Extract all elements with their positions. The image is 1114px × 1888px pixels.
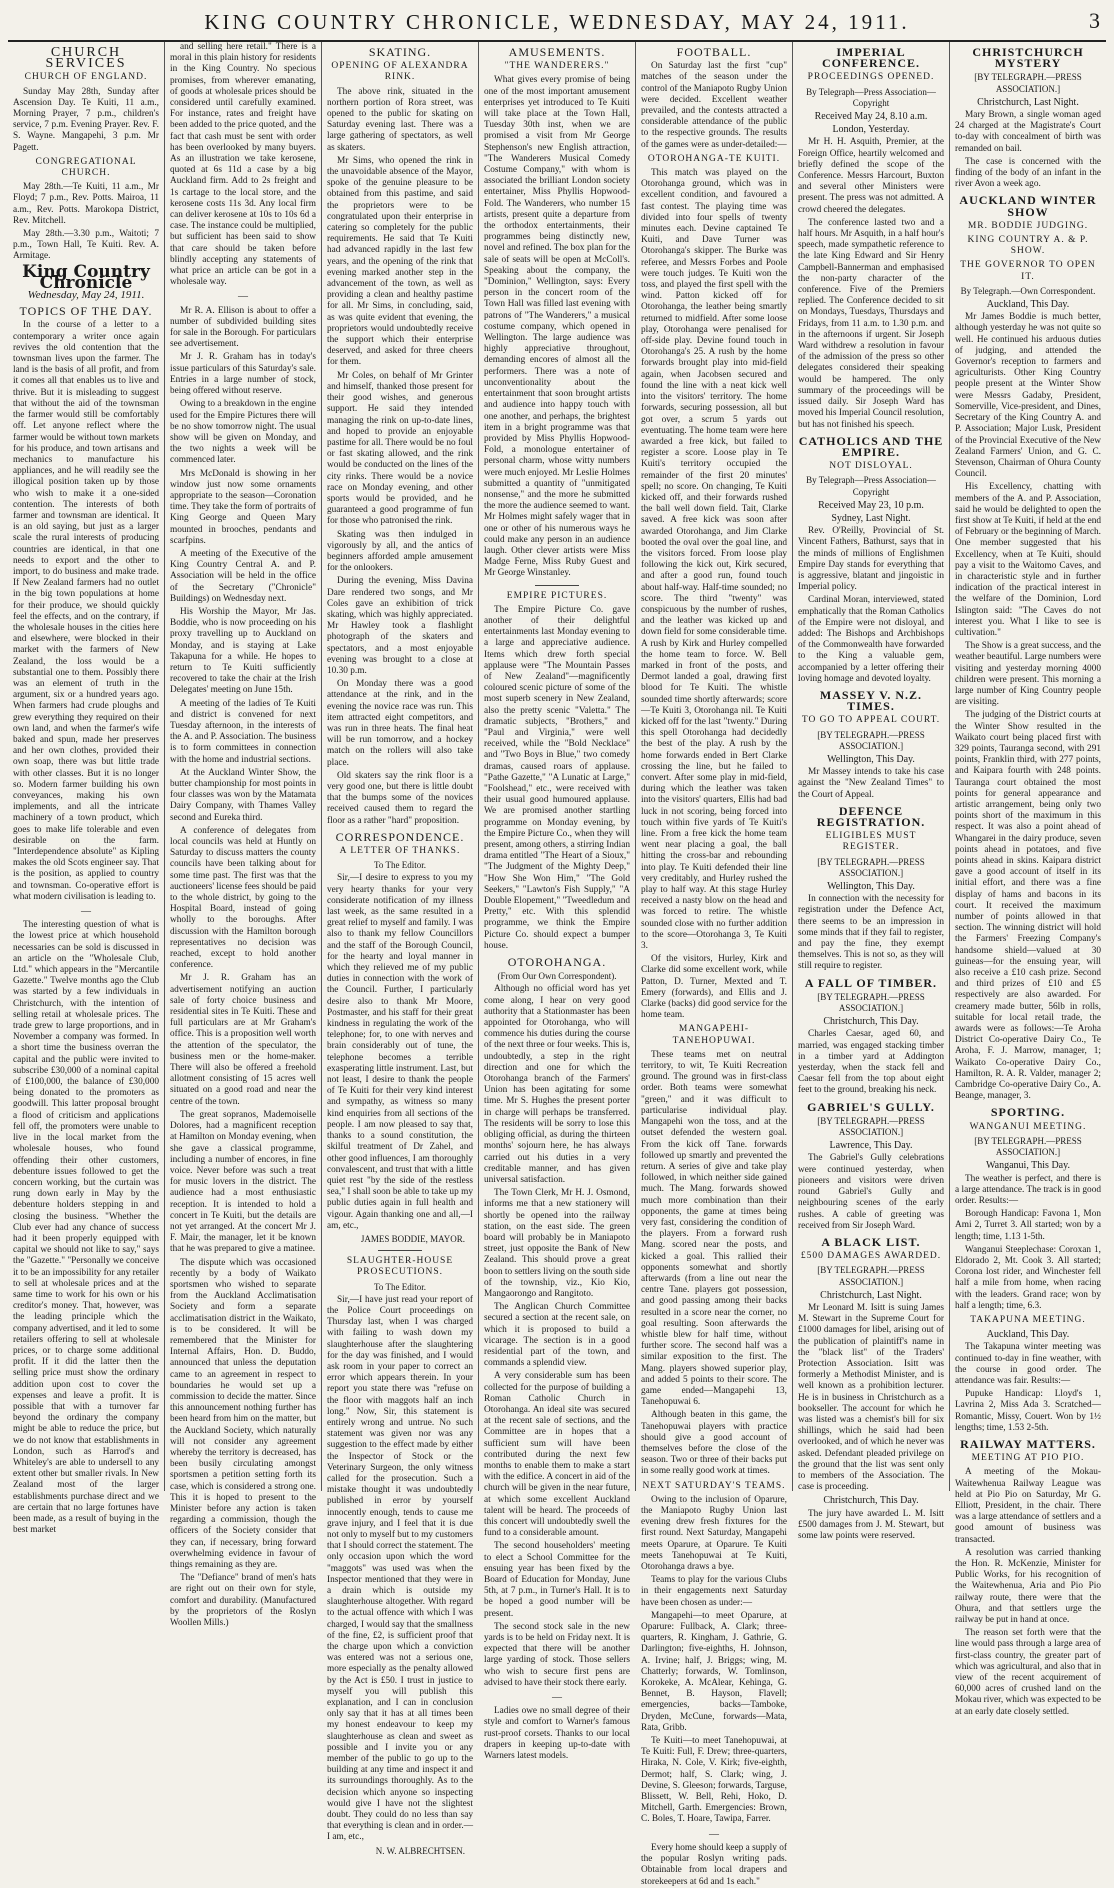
sub-heading: MR. BODDIE JUDGING.	[967, 220, 1089, 231]
paragraph: The second stock sale in the new yards is to be held on Friday next. It is expected that there will be another large yarding of stock. Those sellers who wish to secure first pens are advised to have their stock there early.	[484, 1621, 630, 1688]
dateline: Christchurch, This Day.	[823, 1495, 919, 1507]
paragraph: May 28th.—Te Kuiti, 11 a.m., Mr Floyd; 7 p.m., Rev. Potts. Mairoa, 11 a.m., Rev. Potts. Marokopa District, Rev. Mitchell.	[13, 182, 159, 226]
section-heading: DEFENCE REGISTRATION.	[816, 803, 926, 829]
paragraph: The Empire Picture Co. gave another of their delightful entertainments last Monday evening to a large and appreciative audience. Items which drew forth special applause were "The Mountain Passes of New Zealand"—magnificently coloured scenic picture of some of the most superb scenery in New Zealand, also the pretty scenic "Valetta." The dramatic subjects, "Brothers," and "Paul and Virginia," were well received, while the "Bold Necklace" and "Two Boys in Blue," two comedy dramas, caused roars of applause. "Pathe Gazette," "A Lunatic at Large," "Foolshead," etc., were received with their usual good humoured applause. We are promised another startling programme on Monday evening, by the Empire Picture Co., when they will present, among others, a stirring Indian drama entitled "The Heart of a Sioux," "The Judgment of the Mighty Deep," "How She Won Him," "The Gold Seekers," "Lawton's Fish Supply," "A Double Elopement," "Tweedledum and Pretty," etc. With this splendid programme, we think the Empire Picture Co. should expect a bumper house.	[484, 604, 630, 951]
sub-heading: £500 DAMAGES AWARDED.	[800, 1251, 942, 1262]
column-5	[636, 42, 793, 1887]
sub-heading: PROCEEDINGS OPENED.	[807, 72, 935, 83]
section-heading: FOOTBALL.	[676, 45, 752, 59]
paragraph: This match was played on the Otorohanga ground, which was in excellent condition, and favoured a fast contest. The playing time was divided into four spells of twenty minutes each. Devine captained Te Kuiti, and Dave Turner was Otorohanga's skipper. The Burke was referee, and Messrs Forbes and Poole were touch judges. Te Kuiti won the toss, and played the first spell with the wind. Patton kicked off for Otorohanga, the leather being smartly returned to midfield. After some loose play, Otorohanga were penalised for off-side play. Devine found touch in Otorohanga's 25. A rush by the home forwards brought play into mid-field again, when Jacobsen secured and found the line with a neat kick well into the visitors' territory. The home forwards, securing possession, all but got over, a scrum 5 yards out eventuating. The home team were here awarded a free kick, but failed to register a score. Loose play in Te Kuiti's territory occupied the remainder of the first 20 minutes' spell; no score. On changing, Te Kuiti kicked off, and their forwards rushed the ball well down field. Tait, Clarke saved. A free kick was soon after awarded Otorohanga, and Jim Clarke booted the oval over the goal line, and the visitors forced. From loose play following the kick out, Kirk secured, and after a good run, found touch about half-way. Half-time sounded; no score. The third "twenty" was conspicuous by the number of rushes, and the leather was kicked up and down field for some considerable time. A rush by Kirk and Hurley compelled the home team to force. W. Bell marked in front of the posts, and Dermot landed a goal, drawing first blood for Te Kuiti. The whistle sounded time shortly afterwards; score—Te Kuiti 3, Otorohanga nil. Te Kuiti kicked off for the last "twenty." During this spell Otorohanga had decidedly the best of the play. A rush by the home forwards ended in Bert Clarke crossing the line, but he failed to convert. After some play in mid-field, during which the leather was taken into the visitors' quarters, Ellis had bad luck in not scoring, being forced into touch within five yards of Te Kuiti's line. From a free kick the home team went near placing a goal, the ball hitting the cross-bar and rebounding into play. Te Kuiti defended their line very creditably, and Hurley rushed the play to half way. At this stage Hurley received a nasty blow on the head and was forced to retire. The whistle sounded close with no further addition to the score—Otorohanga 3, Te Kuiti 3.	[641, 168, 787, 952]
paragraph: Mr James Boddie is much better, although yesterday he was not quite so well. He continued his arduous duties of judging, and attended the Governor's reception to farmers and agriculturists. Other King Country people present at the Winter Show were Messrs Gadaby, President, Somerville, Vice-president, and Dines, Secretary of the King Country A. and P. Association; Major Lusk, President of the Provincial Executive of the New Zealand Farmers' Union, and G. C. Stevenson, Chairman of Ohura County Council.	[955, 312, 1101, 480]
paragraph: Te Kuiti—to meet Tanehopuwai, at Te Kuiti: Full, F. Drew; three-quarters, Hiraka, N. Cole, V. Kirk; five-eighth, Dermot; half, S. Clark; wing, J. Devine, S. Gleeson; forwards, Targuse, Blissett, W. Bell, Rehi, Hoko, D. Mitchell, Garth. Emergencies: Brown, C. Boles, T. Hoare, Tawipa, Farrer.	[641, 1736, 787, 1825]
section-heading: CHRISTCHURCH MYSTERY	[972, 45, 1084, 71]
paragraph: The jury have awarded L. M. Isitt £500 damages from J. M. Stewart, but some law points were reserved.	[798, 1508, 944, 1541]
section-heading: A BLACK LIST.	[821, 1234, 921, 1249]
signature: N. W. ALBRECHTSEN.	[375, 1845, 465, 1856]
section-heading: SPORTING.	[990, 1105, 1066, 1120]
byline: [BY TELEGRAPH.—PRESS ASSOCIATION.]	[817, 856, 925, 878]
paragraph: His Excellency, chatting with members of the A. and P. Association, said he would be delighted to open the first show at Te Kuiti, if held at the end of February or the beginning of March. One member suggested that his Excellency, when at Te Kuiti, should pay a visit to the Waitomo Caves, and in characteristic style and in further indication of the practical interest in the welfare of the Dominion, Lord Islington said: "The Caves do not interest you. What I like to see is cultivation."	[955, 482, 1101, 638]
paragraph: Teams to play for the various Clubs in their engagements next Saturday have been chosen as under:—	[641, 1575, 787, 1608]
paragraph: A meeting of the ladies of Te Kuiti and district is convened for next Tuesday afternoon, in the interests of the A. and P. Association. The business is to form committees in connection with the home and industrial sections.	[170, 698, 316, 765]
paragraph: Although beaten in this game, the Tanehopuwai players with practice should give a good account of themselves before the close of the season. Two or three of their backs put in some really good work at times.	[641, 1410, 787, 1477]
paragraph: Borough Handicap: Favona 1, Mon Ami 2, Turret 3. All started; won by a length; time, 1.13 1-5th.	[955, 1209, 1101, 1242]
dateline: Christchurch, Last Night.	[977, 96, 1079, 108]
sub-heading: CONGREGATIONAL CHURCH.	[35, 156, 137, 179]
paragraph: The Town Clerk, Mr H. J. Osmond, informs me that a new stationery will shortly be opened into the railway station, on the east side. The green board will probably be in Maniapoto street, just opposite the Bank of New Zealand. This should prove a great boon to settlers living on the south side of the township, viz., Kio Kio, Mangaorongo and Rangitoto.	[484, 1188, 630, 1299]
paragraph: and selling here retail." There is a moral in this plain history for residents in the King Country. No specious promises, from wherever emanating, of goods at wholesale prices should be considered until carefully examined. For instance, rates and freight have been added to the price quoted, and the fact that cash must be sent with order has been overlooked by many buyers. As an illustration we take kerosene, quoted at 6s 11d a case by a big Auckland firm. Add to 2s freight and 1s cartage to the local store, and the kerosene costs 11s 3d. Any local firm can deliver kerosene at 10s to 10s 6d a case. The instance could be multiplied, but sufficient has been said to show that care should be taken before blindly accepting any statements of what price an article can be got in a wholesale way.	[170, 42, 316, 288]
byline: [BY TELEGRAPH.—PRESS ASSOCIATION.]	[817, 1265, 925, 1287]
paragraph: A conference of delegates from local councils was held at Huntly on Saturday to discuss matters the county councils have been talking about for some time past. The first was that the auctioneers' license fees should be paid to the whole district, by going to the Hospital Board, instead of going wholly to the boroughs. After discussion with the Hamilton borough representatives no decision was reached, except to hold another conference.	[170, 825, 316, 971]
sub-heading: EMPIRE PICTURES.	[506, 590, 608, 601]
paragraph: Every home should keep a supply of the popular Roslyn writing pads. Obtainable from local drapers and storekeepers at 6d and 1s each."	[641, 1842, 787, 1887]
sub-heading: TO GO TO APPEAL COURT.	[801, 715, 941, 726]
paragraph: Pupuke Handicap: Lloyd's 1, Lavrina 2, Miss Ada 3. Scratched—Romantic, Missy, Couert. Won by 1½ lengths; time, 1.53 2-5th.	[955, 1389, 1101, 1433]
paragraph: The second householders' meeting to elect a School Committee for the ensuing year has been fixed by the Board of Education for Monday, June 5th, at 7 p.m., in Turner's Hall. It is to be hoped a good number will be present.	[484, 1541, 630, 1619]
paragraph: Mr R. A. Ellison is about to offer a number of subdivided building sites for sale in the Borough. For particulars see advertisement.	[170, 305, 316, 350]
paragraph: Mr J. R. Graham has in today's issue particulars of this Saturday's sale. Entries in a large number of stock, being offered without reserve.	[170, 352, 316, 397]
byline: [BY TELEGRAPH.—PRESS ASSOCIATION.]	[974, 72, 1082, 94]
paragraph: Mary Brown, a single woman aged 24 charged at the Magistrate's Court to-day with concealment of birth was remanded on bail.	[955, 110, 1101, 154]
paragraph: Mr Coles, on behalf of Mr Grinter and himself, thanked those present for their good wishes, and generous support. He said they intended managing the rink on up-to-date lines, and hoped to provide an enjoyable pastime for all. There would be no foul or fast skating allowed, and the rink would be conducted on the lines of the city rinks. There would be a novice race on Monday evening, and other sports would be provided, and he guaranteed a good programme of fun for those who patronised the rink.	[327, 370, 473, 527]
paragraph: Owing to a breakdown in the engine used for the Empire Pictures there will be no show tomorrow night. The usual show will be given on Monday, and the two nights a week will be commenced later.	[170, 399, 316, 466]
paragraph: Cardinal Moran, interviewed, stated emphatically that the Roman Catholics of the Empire were not disloyal, and added: The Bishops and Archbishops of the Commonwealth have forwarded to the King a valuable gem, accompanied by a letter offering their loving homage and devoted loyalty.	[798, 595, 944, 684]
paragraph: On Monday there was a good attendance at the rink, and in the evening the novice race was run. This item attracted eight competitors, and was run in three heats. The final heat will be run tomorrow, and a hockey match on the rollers will also take place.	[327, 679, 473, 768]
paragraph: Mr J. R. Graham has an advertisement notifying an auction sale of forty choice business and residential sites in Te Kuiti. These and full particulars are at Mr Graham's office. This is a proposition well worth the attention of the speculator, the business men or the home-maker. There will also be offered a freehold allotment consisting of 15 acres well situated on a good road and near the centre of the town.	[170, 973, 316, 1107]
sub-heading: OPENING OF ALEXANDRA RINK.	[331, 61, 469, 83]
columns	[8, 42, 1106, 1887]
sub-heading: THE GOVERNOR TO OPEN IT.	[960, 260, 1096, 282]
paragraph: The reason set forth were that the line would pass through a large area of first-class country, the greater part of which was agricultural, and also that in view of the recent acquirement of 60,000 acres of crushed land on the Mokau river, which was expected to be at an early date closely settled.	[955, 1628, 1102, 1717]
dateline: Christchurch, Last Night.	[820, 1289, 922, 1301]
column-2	[165, 42, 322, 1629]
issue-date: Wednesday, May 24, 1911.	[27, 289, 145, 302]
paragraph: Although no official word has yet come along, I hear on very good authority that a Stationmaster has been appointed for Otorohanga, who will commence his duties during the course of the next three or four weeks. This is, undoubtedly, a step in the right direction and one for which the Otorohanga branch of the Farmers' Union has been agitating for some time. Mr S. Hughes the present porter in charge will perhaps be transferred. The residents will be sorry to lose this obliging official, as during the thirteen months' sojourn here, he has always carried out his duties in a very creditable manner, and has given universal satisfaction.	[484, 984, 630, 1185]
sub-heading: SLAUGHTER-HOUSE PROSECUTIONS.	[346, 1256, 454, 1278]
paragraph: Sir,—I have just read your report of the Police Court proceedings on Thursday last, when I was charged with failing to wash down my slaughterhouse after the slaughtering for the day was finished, and I would ask room in your paper to correct an error which appears therein. In your report you state there was "refuse on the floor with maggots half an inch long." Now, Sir, this statement is entirely wrong and untrue. No such statement was given nor was any suggestion to the effect made by either the Inspector of Stock or the Veterinary Surgeon, the only witness called for the prosecution. Such a mistake thought it was undoubtedly published in error by yourself innocently enough, tends to cause me grave injury, and I feel that it is due not only to myself but to my customers that I should correct the statement. The only occasion upon which the word "maggots" was used was when the Inspector mentioned that they were in a drain which is outside my slaughterhouse altogether. With regard to the actual offence with which I was charged, I would say that the smallness of the fine, £2, is sufficient proof that the charge upon which a conviction was entered was not a serious one, more especially as the penalty allowed by the Act is £50. I trust in justice to myself you will publish this explanation, and I can in conclusion only say that it has at all times been my honest endeavour to keep my slaughterhouse as clean and sweet as possible and I invite you or any member of the public to go up to the building at any time and inspect it and its surroundings thoroughly. As to the decision which anyone so inspecting would give I have not the slightest doubt. They could do no less than say that everything is clean and in order.—I am, etc.,	[327, 1294, 473, 1843]
byline: By Telegraph—Press Association—Copyright	[806, 475, 936, 497]
paragraph: May 28th.—3.30 p.m., Waitoti; 7 p.m., Town Hall, Te Kuiti. Rev. A. Armitage.	[13, 229, 159, 262]
sub-heading: KING COUNTRY A. & P. SHOW.	[967, 235, 1089, 257]
section-heading: CATHOLICS AND THE EMPIRE.	[798, 433, 944, 459]
paragraph: At the Auckland Winter Show, the butter championship for most points in four classes was won by the Matamata Dairy Company, with Thames Valley second and Eureka third.	[170, 767, 316, 823]
paragraph: Sir,—I desire to express to you my very hearty thanks for your very considerate notification of my illness last week, as the same resulted in a great relief to myself and family. I was also to thank my fellow Councillors and the staff of the Borough Council, for the hearty and loyal manner in which they relieved me of my public duties in connection with the work of the Council. Further, I particularly desire also to thank Mr Moore, Postmaster, and his staff for their great kindness in regulating the work of the telephone; for, to one with nerves and brain considerably out of tune, the telephone becomes a terrible exasperating little instrument. Last, but not least, I desire to thank the people of Te Kuiti for their very kind interest and sympathy, as witness so many kind enquiries from all sections of the people. I am now pleased to say that, thanks to a sound constitution, the skilful treatment of Dr Zahel, and other good influences, I am thoroughly convalescent, and trust that with a little quiet rest "by the side of the restless sea," I shall soon be able to take up my public duties again in full health and vigour. Again thanking one and all,—I am, etc.,	[327, 873, 473, 1231]
byline: (From Our Own Correspondent).	[497, 971, 617, 982]
byline: By Telegraph.—Own Correspondent.	[960, 285, 1096, 296]
sub-heading: WANGANUI MEETING.	[969, 1121, 1087, 1132]
masthead	[8, 4, 1106, 42]
paragraph: The dispute which was occasioned recently by a body of Waikato sportsmen who wished to separate from the Auckland Acclimatisation Society and form a separate acclimatisation district in the Waikato, is to be considered. It will be remembered that the Minister for Internal Affairs, Hon. D. Buddo, announced that unless the deputation came to an agreement in respect to boundaries he would set up a commission to decide the matter. Since this announcement nothing further has been heard from him on the matter, but the Auckland Society, which naturally will not consider any agreement whereby the territory is decreased, has been busily circulating amongst sportsmen a petition setting forth its case, which is considered a strong one. This it is hoped to present to the Minister before any action is taken regarding a commission, though the officers of the Society consider that they can, if necessary, bring forward overwhelming evidence in favour of things remaining as they are.	[170, 1257, 316, 1571]
byline: To The Editor.	[374, 860, 426, 871]
paragraph: These teams met on neutral territory, to wit, Te Kuiti Recreation ground. The ground was in first-class order. Both teams were somewhat "green," and it was difficult to particularise individual play. Mangapehi won the toss, and at the outset defended the western goal. From the kick off Tane. forwards followed up smartly and prevented the return. A series of give and take play followed, in which neither side gained much. The Mang. forwards showed much more combination than their opponents, the game at times being very fast, considering the condition of the players. From a forward rush Mang. scored near the posts, and kicked a goal. This rallied their opponents somewhat and shortly afterwards (from a line out near the centre Tane. players got possession, and good passing among their backs resulted in a score near the corner, no goal resulting. Soon afterwards the whistle blew for half time, without further score. The second half was a similar exposition to the first. The Mang. players showed superior play, and added 5 points to their score. The game ended—Mangapehi 13, Tanehopuwai 6.	[641, 1049, 787, 1408]
paragraph: Charles Caesar, aged 60, and married, was engaged stacking timber in a timber yard at Addington yesterday, when the stack fell and Caesar fell from the top about eight feet to the ground, breaking his neck.	[798, 1029, 944, 1096]
byline: To The Editor.	[374, 1281, 426, 1292]
paper-nameplate: King Country Chronicle	[22, 261, 150, 293]
paragraph: The above rink, situated in the northern portion of Rora street, was opened to the public for skating on Saturday evening last. There was a large gathering of spectators, as well as skaters.	[327, 86, 473, 153]
byline: [BY TELEGRAPH.—PRESS ASSOCIATION.]	[974, 1135, 1082, 1158]
dateline: Wanganui, This Day.	[986, 1160, 1070, 1172]
section-heading: RAILWAY MATTERS.	[960, 1436, 1096, 1451]
sub-heading: TAKAPUNA MEETING.	[970, 1314, 1086, 1325]
byline: [BY TELEGRAPH.—PRESS ASSOCIATION.]	[817, 991, 925, 1014]
sub-heading: MANGAPEHI-TANEHOPUWAI.	[672, 1024, 756, 1046]
paragraph: Mr Leonard M. Isitt is suing James M. Stewart in the Supreme Court for £1000 damages for libel, arising out of the publication of plaintiff's name in the "black list" of the Traders' Protection Association. Isitt was formerly a Methodist Minister, and is well known as a prohibition lecturer. He is in business in Christchurch as a bookseller. The account for which he was listed was a chemist's bill for six shillings, which he said had been overlooked, and of which he never was asked. Defendant pleaded privilege on the ground that the list was sent only to members of the Association. The case is proceeding.	[798, 1302, 944, 1493]
paragraph: Ladies owe no small degree of their style and comfort to Warner's famous rust-proof corsets. Thanks to our local drapers in keeping up-to-date with Warners latest models.	[484, 1706, 630, 1762]
paragraph: Wanganui Steeplechase: Coroxan 1, Eldorado 2, Mt. Cook 3. All started; Corona lost rider, and Winchester fell half a mile from home, when racing with the leaders. Grand race; won by half a length; time, 6.3.	[955, 1244, 1101, 1311]
paragraph: Of the visitors, Hurley, Kirk and Clarke did some excellent work, while Patton, D. Turner, Mexted and T. Emery (forwards), and Ellis and J. Clarke (backs) did good service for the home team.	[641, 954, 787, 1021]
paragraph: In connection with the necessity for registration under the Defence Act, there seems to be an impression in some minds that if they fail to register, and pay the fine, they exempt themselves. This is not so, as they will still require to register.	[798, 894, 944, 972]
divider	[535, 585, 579, 586]
sub-heading: OTOROHANGA-TE KUITI.	[647, 153, 781, 164]
paragraph: Sunday May 28th, Sunday after Ascension Day. Te Kuiti, 11 a.m., Morning Prayer, 7 p.m., children's service, 7 p.m. Evening Prayer. Rev. F. S. Wayne. Mangapehi, 3 p.m. Mr Pagett.	[13, 86, 159, 153]
paragraph: The great sopranos, Mademoiselle Dolores, had a magnificent reception at Hamilton on Monday evening, when she gave a classical programme, including a number of encores, in fine voice. Never before was such a treat for music lovers in the district. The audience had a most enthusiastic reception. It is intended to hold a concert in Te Kuiti, but the details are not yet arranged. At the concert Mr J. F. Mair, the manager, let it be known that he was prepared to give a matinee.	[170, 1109, 316, 1255]
paragraph: The interesting question of what is the lowest price at which household necessaries can be sold is discussed in an article on the "Wholesale Club, Ltd." which appears in the "Mercantile Gazette." Twelve months ago the Club was started by a few individuals in Christchurch, with the intention of selling retail at wholesale prices. The trade grew to large proportions, and in November a company was formed. In a short time the business overran the capital and the public were invited to subscribe £30,000 of a nominal capital of £100,000, the balance of £30,000 being donated to the promoters as goodwill. This latter proposal brought a flood of criticism and applications fell off, the promoters were unable to live in the local market from the wholesale houses, who found offending their other customers, debenture issues followed to get the concern working, but the curtain was rung down early in May by the debenture holders stepping in and closing the business. "Whether the Club ever had any chance of success had it been properly equipped with capital we should not like to say," says the "Gazette." "Personally we conceive it to be an impossibility for any retailer to sell at wholesale prices and at the same time to work for his own or his creditor's money. That, however, was the leading principle which the company advertised, and it led to some retailers offering to sell at wholesale prices, or to charge some additional profit. If it did the latter then the selling price must show the ordinary addition upon cost to cover the expenses and leave a profit. It is possible that with a turnover far beyond the ordinary the company might be able to reduce the price, but we do not know that establishments in London, such as Harrod's and Whiteley's are able to undersell to any extent other but smaller rivals. In New Zealand most of the larger establishments purchase direct and we are certain that no large fortunes have been made, as a result of buying in the best market	[13, 920, 159, 1536]
paragraph: During the evening, Miss Davina Dare rendered two songs, and Mr Coles gave an exhibition of trick skating, which was highly appreciated. Mr Hawley took a flashlight photograph of the skaters and spectators, and a most enjoyable evening was brought to a close at 10.30 p.m.	[327, 576, 473, 676]
column-7	[950, 42, 1106, 1717]
section-heading: CORRESPONDENCE.	[335, 829, 465, 844]
column-1	[8, 42, 165, 1536]
separator: —	[709, 1828, 719, 1840]
paragraph: Owing to the inclusion of Oparure, the Maniapoto Rugby Union last evening drew fresh fixtures for the first round. Next Saturday, Mangapehi meets Oparure, at Oparure. Te Kuiti meets Tanehopuwai at Te Kuiti, Otorohanga draws a bye.	[641, 1494, 787, 1573]
paragraph: Mr Massey intends to take his case against the "New Zealand Times" to the Court of Appeal.	[798, 767, 944, 800]
sub-heading: NEXT SATURDAY'S TEAMS.	[642, 1480, 786, 1491]
paragraph: The judging of the District courts at the Winter Show resulted in the Waikato court being placed first with 329 points, Tauranga second, with 291 points, Franklin third, with 277 points, and Kaipara fourth with 248 points. Tauranga court obtained the most points for general appearance and artistic arrangement, being only two points short of the maximum in this respect. It was also a point ahead of Whangarei in the dairy produce, seven points ahead in potatoes, and five points ahead in skins. Kaipara district gave a good account of itself in its initial effort, and there was a fine display of hams and bacons in its court. It received the maximum number of points allowed in that section. The winning district will hold the Farmers' Freezing Company's handsome shield—valued at 30 guineas—for the ensuing year, will also receive a £10 cash prize. Second and third prizes of £10 and £5 respectively are also awarded. For creamery made butter, 56lb in rolls, suitable for local retail trade, the awards were as follows:—Te Aroha District Co-operative Dairy Co., Te Aroha, F. J. Marrow, manager, 1; Waikato Co-operative Dairy Co., Hamilton, R. A. R. Valder, manager 2; Cambridge Co-operative Dairy Co., A. Beange, manager, 3.	[955, 710, 1101, 1102]
section-heading: SKATING.	[368, 45, 432, 59]
dateline: Received May 23, 10 p.m.	[818, 499, 924, 511]
paragraph: In the course of a letter to a contemporary a writer once again revives the old contention that the townsman lives upon the farmer. The land is the basis of all profit, and from it comes all that enables us to live and thrive. But it is misleading to suggest that without the aid of the townsman the farmer would still be comfortably off. Let anyone reflect where the farmer would be without town markets for his produce, and town artisans and mechanics to manufacture his appliances, and he will readily see the illogical position taken up by those who wish to make it a one-sided contention. The interests of both farmer and townsman are identical. It is an old saying, but just as a larger scale the rural interests of producing countries are identical, in that one needs to export and the other to import, to do business and make trade. If New Zealand farmers had no outlet in the big town populations at home for their produce, we should quickly feel the effects, and on the contrary, if the wholesale houses in the cities here and elsewhere, were blocked in their market with the farmers of New Zealand, the loss would be a substantial one to them. Possibly there was an element of truth in the argument, six or a hundred years ago. When farmers had crude ploughs and grew everything they required on their own land, and when the farmer's wife baked and spun, made her preserves and her own clothes, provided their own soap, there was but little trade with other classes. But it is no longer so. Modern farmer building his own conveyances, making his own implements, and all the intricate machinery of a town product, which goes to make life tolerable and even desirable on the farm. "Interdependence absolute" as Kipling makes the old Scots engineer say. That is the position, as applied to country and townsman. Co-operative effort is what modern civilisation is leading to.	[13, 320, 159, 902]
sub-heading: MEETING AT PIO PIO.	[971, 1453, 1085, 1464]
section-heading: MASSEY V. N.Z. TIMES.	[819, 687, 923, 714]
paragraph: The Takapuna winter meeting was continued to-day in fine weather, with the course in good order. The attendance was fair. Results:—	[955, 1342, 1101, 1386]
section-heading: IMPERIAL CONFERENCE.	[821, 45, 920, 71]
paragraph: Skating was then indulged in vigorously by all, and the antics of beginners afforded ample amusement for the onlookers.	[327, 529, 473, 574]
dateline: Wellington, This Day.	[827, 753, 915, 765]
section-heading: TOPICS OF THE DAY.	[19, 304, 153, 319]
sub-heading: A LETTER OF THANKS.	[339, 846, 461, 857]
separator: —	[81, 906, 91, 918]
section-heading: A FALL OF TIMBER.	[804, 975, 938, 990]
paragraph: Mr H. H. Asquith, Premier, at the Foreign Office, heartily welcomed and briefly defined the scope of the Conference. Messrs Harcourt, Buxton and several other Ministers were present. The press was not admitted. A crowd cheered the delegates.	[798, 137, 944, 215]
page-number: 3	[1089, 8, 1100, 33]
paragraph: The Anglican Church Committee secured a section at the recent sale, on which it is proposed to build a vicarage. The section is in a good residential part of the town, and commands a splendid view.	[484, 1302, 630, 1369]
dateline: Sydney, Last Night.	[831, 512, 911, 524]
signature: JAMES BODDIE, MAYOR.	[360, 1233, 465, 1244]
paragraph: The "Defiance" brand of men's hats are right out on their own for style, comfort and durability. (Manufactured by the proprietors of the Roslyn Woollen Mills.)	[170, 1573, 316, 1629]
paragraph: The case is concerned with the finding of the body of an infant in the river Avon a week ago.	[955, 156, 1101, 190]
column-3	[322, 42, 479, 1856]
section-heading: AMUSEMENTS.	[508, 45, 606, 59]
paragraph: Mangapehi—to meet Oparure, at Oparure: Fullback, A. Clark; three-quarters, R. Kingham, J. Gathrie, G. Darlington; five-eighths, H. Johnson, A. Irvine; half, J. Briggs; wing, M. Chatterly; forwards, W. Tomlinson, Korokeke, A. McAlear, Kehinga, G. Bennet, B. Hayson, Flavell; emergencies, backs—Tamboke, Dryden, McCune, forwards—Mata, Rata, Gribb.	[641, 1610, 787, 1733]
sub-heading: CHURCH OF ENGLAND.	[24, 72, 148, 83]
byline: By Telegraph—Press Association—Copyright	[806, 86, 936, 108]
paragraph: The conference lasted two and a half hours. Mr Asquith, in a half hour's speech, made sympathetic reference to the late King Edward and Sir Henry Campbell-Bannerman and emphasised the non-party character of the conference. Five of the Premiers replied. The Conference decided to sit on Mondays, Tuesdays, Thursdays and Fridays, from 11 a.m. to 1.30 p.m. and in the afternoons if urgent. Sir Joseph Ward withdrew a resolution in favour of the admission of the press so other delegates considered their speaking would be hampered. The only summary of the proceedings will be issued daily. Sir Joseph Ward has moved his Imperial Council resolution, but has not finished his speech.	[798, 217, 944, 430]
dateline: Lawrence, This Day.	[829, 1140, 913, 1152]
column-4	[479, 42, 636, 1762]
paragraph: On Saturday last the first "cup" matches of the season under the control of the Maniapoto Rugby Union were decided. Excellent weather prevailed, and the contests attracted a considerable attendance of the public to the respective grounds. The results of the games were as under-detailed:—	[641, 61, 787, 150]
section-heading: AUCKLAND WINTER SHOW	[959, 193, 1097, 219]
paragraph: What gives every promise of being one of the most important amusement enterprises yet introduced to Te Kuiti will take place at the Town Hall, Tuesday 30th inst, when we are promised a visit from Mr George Stephenson's new English attraction, "The Wanderers Musical Comedy Costume Company," with whom is associated the brilliant London society entertainer, Miss Phyllis Hopwood-Fold. The Wanderers, who number 15 artists, present quite a departure from the orthodox entertainments, their programmes being distinctly new, novel and refined. The box plan for the sale of seats will be open at McColl's. Speaking about the company, the "Dominion," Wellington, says: Every person in the concert room of the Town Hall was filled last evening with patrons of "The Wanderers," a musical costume company, which opened in Wellington. The large audience was highly appreciative throughout, demanding encores of almost all the performers. There was a note of unconventionality about the entertainment that soon brought artists and audience into happy touch with one another, and perhaps, the brightest item in a bright programme was that provided by Miss Phyllis Hopwood-Fold, a monologue entertainer of personal charm, whose witty numbers were much enjoyed. Mr Leslie Holmes submitted a quantity of "unmitigated nonsense," and the more he submitted the more the audience seemed to want. Mr Holmes might safely wager that in one or other of his numerous ways he could make any person in an audience laugh. Other clever artists were Miss Madge Ferne, Miss Ruby Guest and Mr George Winstanley.	[484, 75, 630, 579]
dateline: Auckland, This Day.	[986, 1329, 1070, 1341]
paragraph: Rev. O'Reilly, Provincial of St. Vincent Fathers, Bathurst, says that in the minds of millions of Englishmen Empire Day stands for everything that is aggressive, blatant and jingoistic in Imperial policy.	[798, 526, 944, 593]
byline: [BY TELEGRAPH.—PRESS ASSOCIATION.]	[817, 729, 925, 751]
column-6	[793, 42, 950, 1541]
sub-heading: ELIGIBLES MUST REGISTER.	[825, 831, 917, 853]
sub-heading: NOT DISLOYAL.	[829, 461, 913, 472]
paragraph: A meeting of the Mokau-Waitewhenua Railway League was held at Pio Pio on Saturday, Mr G. Elliott, President, in the chair. There was a large attendance of settlers and a good amount of business was transacted.	[955, 1467, 1101, 1545]
paragraph: A meeting of the Executive of the King Country Central A. and P. Association will be held in the office of the Secretary ("Chronicle" Buildings) on Wednesday next.	[170, 548, 316, 604]
paragraph: A very considerable sum has been collected for the purpose of building a Roman Catholic Church in Otorohanga. An ideal site was secured at the recent sale of sections, and the Committee are in hopes that a sufficient sum will have been contributed during the next few months to enable them to make a start with the edifice. A concert in aid of the church will be given in the near future, at which some excellent Auckland talent will be heard. The proceeds of this concert will undoubtedly swell the fund to a considerable amount.	[484, 1371, 630, 1539]
paragraph: His Worship the Mayor, Mr Jas. Boddie, who is now proceeding on his proxy travelling up to Auckland on Monday, and is staying at Lake Takapuna for a while. He hopes to return to Te Kuiti sufficiently recovered to take the chair at the Irish Delegates' meeting on June 15th.	[170, 606, 316, 696]
dateline: Wellington, This Day.	[827, 881, 915, 893]
paragraph: Mr Sims, who opened the rink in the unavoidable absence of the Mayor, spoke of the genuine pleasure to be obtained from this pastime, and said the proprietors were to be congratulated upon their enterprise in catering so completely for the public requirements. He said that Te Kuiti had advanced rapidly in the last few years, and the opening of the rink that evening marked another step in the advancement of the town, as well as providing a clean and healthy pastime for all. Mr Sims, in concluding, said, as was quite evident that evening, the proprietors would undoubtedly receive the support which their enterprise deserved, and asked for three cheers for them.	[327, 155, 473, 368]
masthead-title: KING COUNTRY CHRONICLE, WEDNESDAY, MAY 24, 1911.	[204, 10, 910, 34]
divider	[378, 1250, 422, 1251]
dateline: London, Yesterday.	[832, 124, 910, 136]
sub-heading: "THE WANDERERS."	[504, 61, 610, 72]
paragraph: Mrs McDonald is showing in her window just now some ornaments appropriate to the season—Coronation time. They take the form of portraits of King George and Queen Mary mounted in brooches, pendants and scarfpins.	[170, 468, 316, 546]
paragraph: A resolution was carried thanking the Hon. R. McKenzie, Minister for Public Works, for his recognition of the Waitewhenua, Aria and Pio Pio railway route, there were that the Ohura, and that settlers urge the railway be put in hand at once.	[955, 1547, 1101, 1626]
paragraph: The Show is a great success, and the weather beautiful. Large numbers were visiting and yesterday morning 4000 children were present. This morning a large number of King Country people are visiting.	[955, 641, 1101, 708]
section-heading: GABRIEL'S GULLY.	[807, 1099, 935, 1114]
dateline: Auckland, This Day.	[986, 299, 1070, 311]
section-heading: CHURCH SERVICES	[45, 45, 127, 72]
dateline: Received May 24, 8.10 a.m.	[814, 111, 928, 123]
separator: —	[238, 291, 248, 303]
byline: [BY TELEGRAPH.—PRESS ASSOCIATION.]	[817, 1115, 925, 1138]
separator: —	[552, 1692, 562, 1704]
dateline: Christchurch, This Day.	[823, 1016, 919, 1028]
section-heading: OTOROHANGA.	[507, 955, 607, 970]
paragraph: The Gabriel's Gully celebrations were continued yesterday, when pioneers and visitors were driven round Gabriel's Gully and neighbouring scenes of the early rushes. A cable of greeting was received from Sir Joseph Ward.	[798, 1153, 944, 1231]
paragraph: The weather is perfect, and there is a large attendance. The track is in good order. Results:—	[955, 1173, 1101, 1206]
paragraph: Old skaters say the rink floor is a very good one, but there is little doubt that the bumps some of the novices received caused them to regard the floor as a rather "hard" proposition.	[327, 770, 473, 826]
